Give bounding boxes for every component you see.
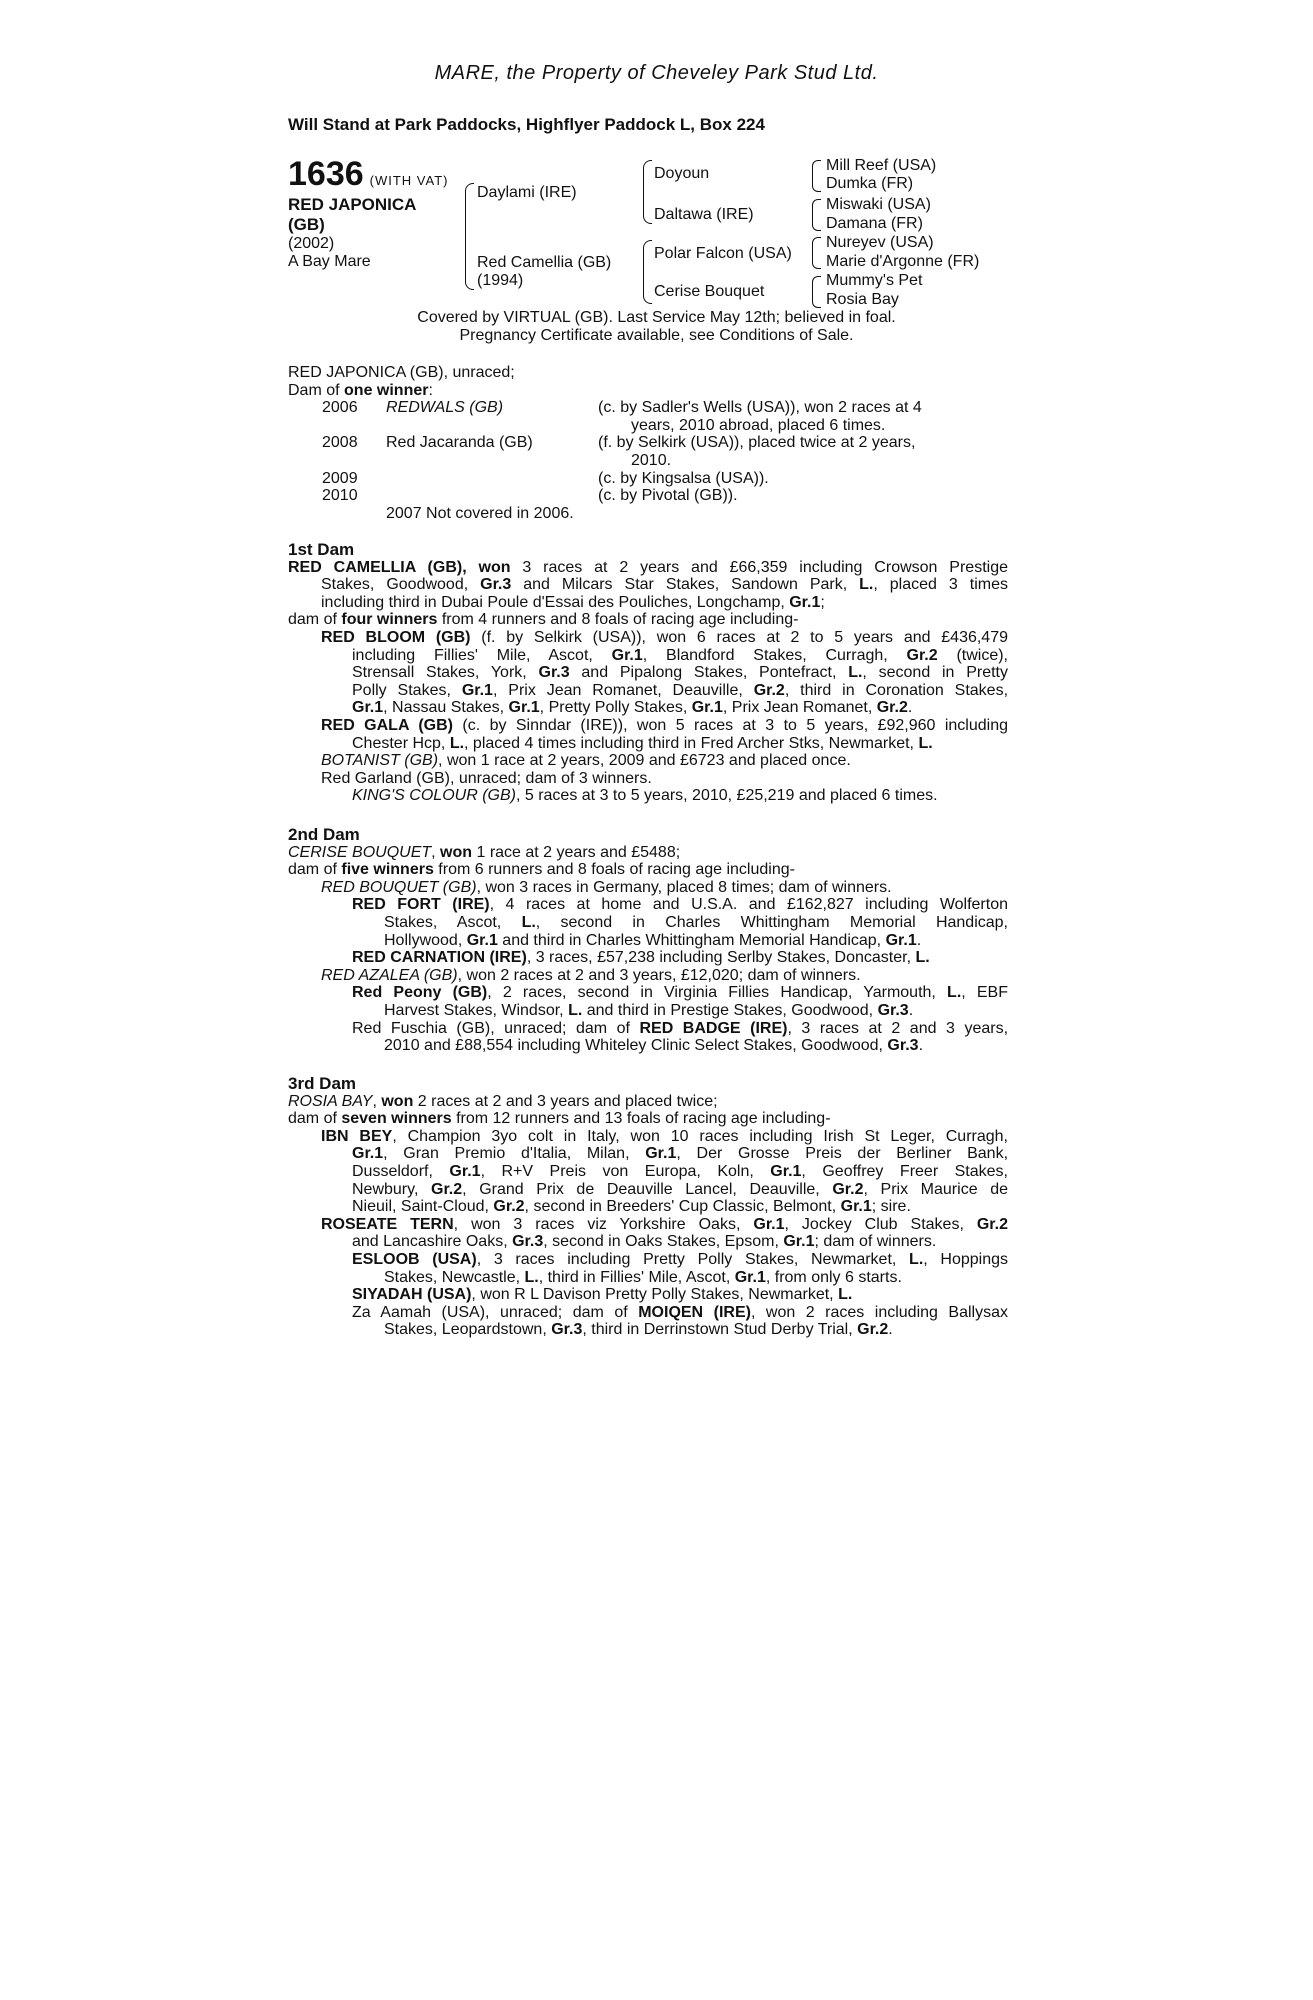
- text: including Fillies' Mile, Ascot,: [352, 646, 612, 664]
- produce-row: [288, 470, 1008, 488]
- text: :: [428, 381, 433, 399]
- produce-note-text: 2007 Not covered in 2006.: [386, 504, 574, 522]
- text-line: [288, 629, 1008, 647]
- pedigree-dam-year: (1994): [477, 272, 524, 289]
- text: Hollywood,: [384, 931, 467, 949]
- produce-details: (c. by Kingsalsa (USA)).: [598, 469, 769, 487]
- grade: Gr.2: [906, 646, 938, 664]
- text-line: [288, 1198, 1008, 1216]
- text-line: [288, 1128, 1008, 1146]
- winners-count: one winner: [344, 381, 429, 399]
- owner-line: MARE, the Property of Cheveley Park Stud Ltd.: [434, 62, 879, 84]
- text-line: [288, 787, 1008, 805]
- text: , third in Derrinstown Stud Derby Trial,: [582, 1321, 858, 1339]
- grade: Gr.3: [538, 664, 570, 682]
- text: , won R L Davison Pretty Polly Stakes, Newmarket,: [471, 1286, 839, 1304]
- text: ; dam of winners.: [814, 1233, 937, 1251]
- grade: Gr.1: [783, 1233, 815, 1251]
- section-heading: 3rd Dam: [288, 1074, 357, 1093]
- text: dam of: [288, 1110, 342, 1128]
- grade: L.: [915, 949, 930, 967]
- progeny-name: RED FORT (IRE): [352, 896, 490, 914]
- text: , Pretty Polly Stakes,: [539, 699, 692, 717]
- produce-details-cont: 2010.: [631, 451, 672, 469]
- pedigree-sire-dam: Daltawa (IRE): [654, 206, 754, 223]
- produce-row: [288, 399, 1008, 417]
- progeny-name: RED GALA (GB): [321, 716, 453, 734]
- grade: Gr.3: [551, 1321, 583, 1339]
- progeny-name: IBN BEY: [321, 1127, 393, 1145]
- pedigree-brace: [812, 237, 821, 269]
- winners-count: seven winners: [341, 1110, 452, 1128]
- progeny-name: RED AZALEA (GB): [321, 966, 458, 984]
- grade: Gr.1: [789, 593, 821, 611]
- pedigree-brace: [812, 199, 821, 231]
- text-line: [288, 896, 1008, 914]
- progeny-name: RED BLOOM (GB): [321, 628, 471, 646]
- text: .: [907, 699, 913, 717]
- won: won: [440, 843, 473, 861]
- pedigree-dam-sire: Polar Falcon (USA): [654, 245, 792, 262]
- text-line: [288, 752, 1008, 770]
- text-line: [288, 1020, 1008, 1038]
- text-line: [288, 1145, 1008, 1163]
- text: , 4 races at home and U.S.A. and £162,827 including Wolferton: [489, 896, 1008, 914]
- text: from 6 runners and 8 foals of racing age including-: [433, 861, 795, 879]
- text-line: [288, 949, 1008, 967]
- text-line: [288, 967, 1008, 985]
- text: Stakes, Newcastle,: [384, 1268, 525, 1286]
- winners-count: four winners: [341, 611, 438, 629]
- grade: Gr.1: [449, 1162, 481, 1180]
- text: ;: [820, 593, 825, 611]
- text: Polly Stakes,: [352, 681, 462, 699]
- pedigree-brace: [812, 160, 821, 192]
- text: and Lancashire Oaks,: [352, 1233, 513, 1251]
- won: won: [381, 1092, 414, 1110]
- pedigree-brace: [643, 240, 652, 304]
- text: , from only 6 starts.: [765, 1268, 902, 1286]
- grade: Gr.1: [352, 699, 384, 717]
- text: 2 races at 2 and 3 years and placed twice;: [413, 1092, 718, 1110]
- text-line: [288, 682, 1008, 700]
- text-line: [288, 664, 1008, 682]
- produce-details: (f. by Selkirk (USA)), placed twice at 2 years,: [598, 434, 916, 452]
- grade: L.: [521, 913, 536, 931]
- section-heading: 1st Dam: [288, 540, 355, 559]
- pedigree-dsd: Marie d'Argonne (FR): [826, 253, 980, 270]
- produce-name: Red Jacaranda (GB): [386, 434, 533, 452]
- pedigree-dam: Red Camellia (GB): [477, 254, 612, 271]
- grade: L.: [449, 734, 465, 752]
- grade: Gr.2: [976, 1215, 1008, 1233]
- progeny-name: RED CARNATION (IRE): [352, 949, 527, 967]
- horse-description: A Bay Mare: [288, 253, 371, 270]
- produce-row-cont: [288, 417, 1008, 435]
- text: and Milcars Star Stakes, Sandown Park,: [511, 576, 860, 594]
- lot-number: 1636: [288, 155, 364, 193]
- progeny-name: SIYADAH (USA): [352, 1286, 472, 1304]
- text: Chester Hcp,: [352, 734, 450, 752]
- grade: Gr.3: [877, 1001, 909, 1019]
- text: , 5 races at 3 to 5 years, 2010, £25,219 and placed 6 times.: [515, 787, 938, 805]
- winners-count: five winners: [341, 861, 434, 879]
- grade: L.: [524, 1268, 539, 1286]
- text-line: [288, 1286, 1008, 1304]
- text-line: [288, 879, 1008, 897]
- text: ; sire.: [871, 1198, 911, 1216]
- grade: Gr.1: [691, 699, 723, 717]
- text-line: CERISE BOUQUET, won 1 race at 2 years and £5488;: [288, 843, 681, 861]
- horse-year: (2002): [288, 235, 335, 252]
- lot-heading: [288, 155, 448, 194]
- text-line: [288, 717, 1008, 735]
- grade: Gr.2: [493, 1198, 525, 1216]
- text-line: [288, 1251, 1008, 1269]
- text: , second in Oaks Stakes, Epsom,: [543, 1233, 784, 1251]
- pedigree-brace: [465, 183, 474, 290]
- progeny-name: MOIQEN (IRE): [638, 1303, 751, 1321]
- pedigree-sdd: Damana (FR): [826, 215, 923, 232]
- text-line: [288, 559, 1008, 577]
- text-line: [288, 594, 1008, 612]
- text: , 2 races, second in Virginia Fillies Handicap, Yarmouth,: [487, 984, 948, 1002]
- text-line: [288, 984, 1008, 1002]
- text-line: [288, 1002, 1008, 1020]
- text: , won 2 races including Ballysax: [750, 1303, 1008, 1321]
- text: , won 3 races viz Yorkshire Oaks,: [453, 1215, 754, 1233]
- text: Za Aamah (USA), unraced; dam of: [352, 1303, 639, 1321]
- progeny-name: Red Peony (GB): [352, 984, 488, 1002]
- text: , placed 3 times: [873, 576, 1008, 594]
- pedigree-ddd: Rosia Bay: [826, 291, 899, 308]
- text: , Prix Jean Romanet,: [722, 699, 877, 717]
- produce-record: [288, 364, 1008, 522]
- covered-line: Covered by VIRTUAL (GB). Last Service May 12th; believed in foal.: [417, 309, 896, 326]
- text: , Champion 3yo colt in Italy, won 10 races including Irish St Leger, Curragh,: [392, 1127, 1009, 1145]
- grade: Gr.1: [352, 1145, 384, 1163]
- produce-details-cont: years, 2010 abroad, placed 6 times.: [631, 416, 886, 434]
- text: , second in Charles Whittingham Memorial Handicap,: [535, 913, 1009, 931]
- grade: L.: [838, 1286, 853, 1304]
- text: , won 1 race at 2 years, 2009 and £6723 and placed once.: [438, 752, 851, 770]
- pedigree-sds: Miswaki (USA): [826, 196, 931, 213]
- pedigree-brace: [643, 160, 652, 224]
- vat-label: (WITH VAT): [369, 173, 449, 188]
- pedigree-dds: Mummy's Pet: [826, 272, 923, 289]
- pedigree-dam-dam: Cerise Bouquet: [654, 283, 765, 300]
- text-line: [288, 1269, 1008, 1287]
- progeny-name: BOTANIST (GB): [321, 752, 439, 770]
- third-dam-section: [288, 1075, 1008, 1339]
- pedigree-sire-sire: Doyoun: [654, 165, 710, 182]
- pregnancy-line: Pregnancy Certificate available, see Conditions of Sale.: [459, 327, 854, 344]
- text: Harvest Stakes, Windsor,: [384, 1001, 569, 1019]
- text-line: [288, 1163, 1008, 1181]
- grade: Gr.2: [753, 681, 785, 699]
- dam-name: RED CAMELLIA (GB), won: [288, 558, 511, 576]
- text: and third in Prestige Stakes, Goodwood,: [582, 1001, 878, 1019]
- text: (f. by Selkirk (USA)), won 6 races at 2 to 5 years and £436,479: [470, 628, 1009, 646]
- text: dam of: [288, 611, 342, 629]
- progeny-name: ROSEATE TERN: [321, 1215, 454, 1233]
- text: , 3 races including Pretty Polly Stakes, Newmarket,: [476, 1250, 910, 1268]
- produce-details: (c. by Pivotal (GB)).: [598, 487, 738, 505]
- produce-row-cont: [288, 452, 1008, 470]
- grade: Gr.1: [885, 931, 917, 949]
- text: Red Fuschia (GB), unraced; dam of: [352, 1019, 640, 1037]
- text: Stakes, Ascot,: [384, 913, 522, 931]
- text-line: [288, 1110, 1008, 1128]
- grade: Gr.1: [466, 931, 498, 949]
- text: Dam of: [288, 381, 345, 399]
- text: , third in Coronation Stakes,: [784, 681, 1009, 699]
- text: , second in Pretty: [862, 664, 1008, 682]
- text: , Hoppings: [923, 1250, 1009, 1268]
- text: from 12 runners and 13 foals of racing age including-: [451, 1110, 831, 1128]
- text-line: [288, 1216, 1008, 1234]
- grade: Gr.2: [832, 1180, 864, 1198]
- text-line: [288, 699, 1008, 717]
- text-line: [288, 1233, 1008, 1251]
- text: , 3 races at 2 and 3 years,: [787, 1019, 1009, 1037]
- produce-year: 2006: [322, 399, 358, 417]
- progeny-name: ESLOOB (USA): [352, 1250, 477, 1268]
- text-line: [288, 1304, 1008, 1322]
- dam-name: ROSIA BAY: [288, 1092, 373, 1110]
- text: 1 race at 2 years and £5488;: [472, 843, 681, 861]
- dam-name: CERISE BOUQUET: [288, 843, 432, 861]
- produce-year: 2008: [322, 434, 358, 452]
- text-line: [288, 611, 1008, 629]
- grade: Gr.1: [840, 1198, 872, 1216]
- text: , Blandford Stakes, Curragh,: [642, 646, 907, 664]
- grade: Gr.1: [508, 699, 540, 717]
- text-line: [288, 1181, 1008, 1199]
- grade: L.: [848, 664, 863, 682]
- produce-details: (c. by Sadler's Wells (USA)), won 2 races at 4: [598, 399, 922, 417]
- text: 3 races at 2 years and £66,359 including Crowson Prestige: [510, 558, 1008, 576]
- text-line: [288, 932, 1008, 950]
- text: Nieuil, Saint-Cloud,: [352, 1198, 494, 1216]
- second-dam-section: [288, 826, 1008, 1055]
- text: , 3 races, £57,238 including Serlby Stakes, Doncaster,: [526, 949, 916, 967]
- grade: Gr.2: [876, 699, 908, 717]
- text: , second in Breeders' Cup Classic, Belmont,: [524, 1198, 841, 1216]
- text-line: [288, 576, 1008, 594]
- progeny-name: RED BOUQUET (GB): [321, 878, 477, 896]
- text: , Prix Maurice de: [863, 1180, 1008, 1198]
- grade: Gr.2: [431, 1180, 463, 1198]
- progeny-name: KING'S COLOUR (GB): [352, 787, 516, 805]
- text: , won 3 races in Germany, placed 8 times; dam of winners.: [476, 878, 892, 896]
- pedigree-dss: Nureyev (USA): [826, 234, 934, 251]
- text: (c. by Sinndar (IRE)), won 5 races at 3 to 5 years, £92,960 including: [452, 716, 1009, 734]
- text: , EBF: [961, 984, 1008, 1002]
- text: and Pipalong Stakes, Pontefract,: [569, 664, 849, 682]
- text: , Geoffrey Freer Stakes,: [801, 1162, 1008, 1180]
- text: .: [888, 1321, 893, 1339]
- grade: Gr.1: [753, 1215, 785, 1233]
- text: , third in Fillies' Mile, Ascot,: [538, 1268, 735, 1286]
- grade: Gr.1: [645, 1145, 677, 1163]
- text: Newbury,: [352, 1180, 431, 1198]
- produce-name: REDWALS (GB): [386, 399, 504, 417]
- grade: Gr.3: [512, 1233, 544, 1251]
- text: Dusseldorf,: [352, 1162, 450, 1180]
- produce-note: [288, 505, 1008, 523]
- text: dam of: [288, 861, 342, 879]
- pedigree-sire: Daylami (IRE): [477, 184, 577, 201]
- stand-line: Will Stand at Park Paddocks, Highflyer Paddock L, Box 224: [288, 115, 765, 134]
- text-line: [288, 914, 1008, 932]
- grade: L.: [859, 576, 874, 594]
- grade: Gr.1: [611, 646, 643, 664]
- text: , Prix Jean Romanet, Deauville,: [492, 681, 754, 699]
- produce-year: 2010: [322, 487, 358, 505]
- text: 2010 and £88,554 including Whiteley Clinic Select Stakes, Goodwood,: [384, 1037, 888, 1055]
- text: (twice),: [937, 646, 1009, 664]
- grade: L.: [568, 1001, 583, 1019]
- text-line: [288, 1321, 1008, 1339]
- text-line: [288, 1037, 1008, 1055]
- text: , Nassau Stakes,: [383, 699, 509, 717]
- grade: L.: [947, 984, 962, 1002]
- text: .: [908, 1001, 914, 1019]
- first-dam-section: [288, 541, 1008, 805]
- horse-name: RED JAPONICA (GB): [288, 195, 416, 234]
- grade: Gr.3: [887, 1037, 919, 1055]
- pedigree-ssd: Dumka (FR): [826, 175, 914, 192]
- text: , Grand Prix de Deauville Lancel, Deauville,: [462, 1180, 833, 1198]
- text: Stakes, Leopardstown,: [384, 1321, 552, 1339]
- text: , won 2 races at 2 and 3 years, £12,020; dam of winners.: [457, 966, 861, 984]
- grade: L.: [918, 734, 933, 752]
- grade: L.: [909, 1250, 924, 1268]
- text: , Der Grosse Preis der Berliner Bank,: [676, 1145, 1009, 1163]
- text-line: [288, 735, 1008, 753]
- grade: Gr.1: [770, 1162, 802, 1180]
- produce-intro: RED JAPONICA (GB), unraced;: [288, 364, 515, 381]
- text: , Jockey Club Stakes,: [784, 1215, 977, 1233]
- text: and third in Charles Whittingham Memorial Handicap,: [497, 931, 886, 949]
- text: Strensall Stakes, York,: [352, 664, 539, 682]
- produce-year: 2009: [322, 469, 358, 487]
- text: , Gran Premio d'Italia, Milan,: [383, 1145, 646, 1163]
- text: , placed 4 times including third in Fred Archer Stks, Newmarket,: [464, 734, 919, 752]
- text: .: [916, 931, 922, 949]
- text: including third in Dubai Poule d'Essai des Pouliches, Longchamp,: [321, 593, 790, 611]
- pedigree-sss: Mill Reef (USA): [826, 157, 937, 174]
- progeny-name: RED BADGE (IRE): [639, 1019, 788, 1037]
- produce-dam-of: [288, 382, 1008, 400]
- text: from 4 runners and 8 foals of racing age including-: [437, 611, 799, 629]
- grade: Gr.1: [461, 681, 493, 699]
- text-line: ROSIA BAY, won 2 races at 2 and 3 years and placed twice;: [288, 1092, 718, 1110]
- pedigree-brace: [812, 276, 821, 308]
- text: .: [918, 1037, 924, 1055]
- produce-row: [288, 434, 1008, 452]
- text-line: [288, 647, 1008, 665]
- produce-row: [288, 487, 1008, 505]
- text: Stakes, Goodwood,: [321, 576, 481, 594]
- text-line: Red Garland (GB), unraced; dam of 3 winners.: [321, 769, 652, 787]
- section-heading: 2nd Dam: [288, 825, 360, 844]
- grade: Gr.3: [480, 576, 512, 594]
- text-line: [288, 861, 1008, 879]
- grade: Gr.2: [857, 1321, 889, 1339]
- grade: Gr.1: [734, 1268, 766, 1286]
- horse-details: [288, 235, 371, 271]
- text: , R+V Preis von Europa, Koln,: [480, 1162, 771, 1180]
